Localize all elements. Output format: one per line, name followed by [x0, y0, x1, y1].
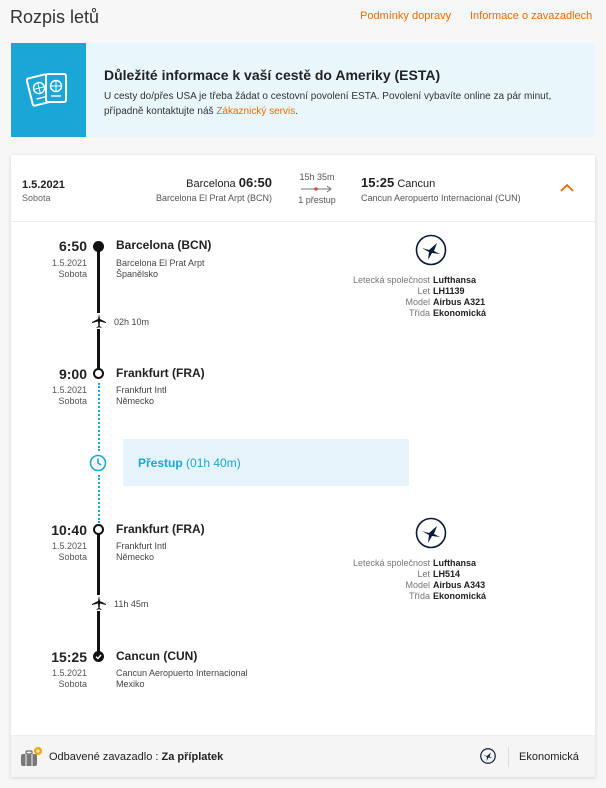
summary-stops: 1 přestup	[298, 195, 336, 205]
chevron-up-icon[interactable]	[560, 183, 574, 192]
departure-airport: Frankfurt Intl	[116, 541, 167, 551]
arrival-time: 9:00	[58, 366, 87, 382]
baggage-label: Odbavené zavazadlo :	[49, 751, 162, 763]
departure-city: Barcelona (BCN)	[116, 238, 212, 252]
value-model: Airbus A321	[433, 297, 486, 307]
arrival-time: 15:25	[51, 649, 87, 665]
departure-node	[93, 241, 104, 252]
departure-time: 6:50	[58, 238, 87, 254]
esta-banner	[11, 43, 595, 137]
departure-time: 10:40	[51, 522, 87, 538]
airline-logo	[415, 234, 447, 266]
arrival-city: Cancun (CUN)	[116, 649, 198, 663]
departure-day: Sobota	[58, 269, 87, 279]
label-class: Třída	[408, 308, 430, 318]
checkmark-icon	[93, 651, 104, 662]
summary-departure	[186, 175, 272, 190]
arrival-date: 1.5.2021	[51, 668, 87, 678]
flight-detail-values	[433, 558, 486, 602]
arrival-day: Sobota	[58, 679, 87, 689]
departure-airport: Barcelona El Prat Arpt	[116, 258, 205, 268]
summary-arr-airport: Cancun Aeropuerto Internacional (CUN)	[361, 193, 521, 203]
plane-icon	[91, 595, 107, 611]
label-airline: Letecká společnost	[352, 558, 430, 568]
esta-banner-side	[11, 43, 86, 137]
label-flight: Let	[417, 569, 430, 579]
flight-detail-labels	[311, 558, 430, 602]
value-class: Ekonomická	[433, 591, 487, 601]
arrival-airport: Cancun Aeropuerto Internacional	[116, 668, 248, 678]
transfer-label: Přestup	[138, 456, 183, 470]
departure-country: Německo	[116, 552, 155, 562]
flight-duration: 11h 45m	[114, 599, 149, 609]
label-model: Model	[405, 297, 430, 307]
arrow-right-icon	[300, 185, 334, 193]
timeline-segment-2	[97, 529, 100, 652]
timeline-segment-1	[97, 246, 100, 373]
arrival-airport: Frankfurt Intl	[116, 385, 167, 395]
plane-icon	[91, 313, 107, 329]
page-title: Rozpis letů	[10, 7, 100, 27]
summary-date: 1.5.2021	[22, 179, 65, 191]
summary-arr-time: 15:25	[361, 175, 395, 190]
transfer-duration: (01h 40m)	[186, 456, 241, 470]
transfer-line-top	[98, 383, 100, 451]
arrival-day: Sobota	[58, 396, 87, 406]
value-model: Airbus A343	[433, 580, 486, 590]
summary-arrival	[361, 175, 435, 190]
departure-city: Frankfurt (FRA)	[116, 522, 205, 536]
conditions-link[interactable]: Podmínky dopravy	[360, 10, 452, 22]
arrival-country: Německo	[116, 396, 155, 406]
flight-card	[11, 155, 595, 777]
passport-icon	[26, 70, 70, 110]
customer-service-link[interactable]: Zákaznický servis	[216, 106, 296, 117]
departure-day: Sobota	[58, 552, 87, 562]
footer-divider	[508, 747, 509, 767]
summary-arr-city: Cancun	[397, 178, 436, 190]
departure-date: 1.5.2021	[51, 258, 87, 268]
arrival-city: Frankfurt (FRA)	[116, 366, 205, 380]
flight-summary[interactable]	[11, 155, 595, 222]
label-class: Třída	[408, 591, 430, 601]
esta-text	[104, 89, 574, 119]
clock-icon	[89, 454, 107, 472]
departure-node	[93, 524, 104, 535]
flight-duration: 02h 10m	[114, 317, 150, 327]
summary-day: Sobota	[22, 193, 51, 203]
summary-dep-time: 06:50	[238, 175, 272, 190]
transfer-box	[123, 439, 409, 486]
summary-dep-city: Barcelona	[186, 178, 236, 190]
airline-logo	[415, 517, 447, 549]
arrival-country: Mexiko	[116, 679, 145, 689]
lufthansa-crane-icon	[480, 748, 496, 764]
lufthansa-crane-icon	[415, 234, 447, 266]
arrival-node	[93, 368, 104, 379]
flight-footer	[11, 735, 595, 777]
flight-detail-values	[433, 275, 486, 319]
value-flight: LH514	[433, 569, 461, 579]
value-airline: Lufthansa	[433, 275, 477, 285]
esta-text-body: U cesty do/přes USA je třeba žádat o cestovní povolení ESTA. Povolení vybavíte online za pár minut, případně kontaktujte náš	[104, 91, 552, 117]
suitcase-icon	[19, 746, 43, 768]
final-arrival-node	[93, 651, 104, 662]
label-airline: Letecká společnost	[352, 275, 430, 285]
value-flight: LH1139	[433, 286, 465, 296]
value-airline: Lufthansa	[433, 558, 477, 568]
label-model: Model	[405, 580, 430, 590]
transfer-line-bottom	[98, 475, 100, 523]
transfer-text	[138, 456, 241, 470]
esta-text-suffix: .	[295, 106, 298, 117]
arrival-date: 1.5.2021	[51, 385, 87, 395]
flight-detail-labels	[311, 275, 430, 319]
lufthansa-crane-icon	[415, 517, 447, 549]
baggage-info-link[interactable]: Informace o zavazadlech	[470, 10, 593, 22]
checked-baggage	[49, 751, 223, 763]
summary-dep-airport: Barcelona El Prat Arpt (BCN)	[155, 193, 272, 203]
label-flight: Let	[417, 286, 430, 296]
esta-title: Důležité informace k vaší cestě do Ameriky (ESTA)	[104, 67, 441, 83]
cabin-class: Ekonomická	[519, 751, 579, 763]
departure-date: 1.5.2021	[51, 541, 87, 551]
summary-duration: 15h 35m	[299, 172, 335, 182]
value-class: Ekonomická	[433, 308, 487, 318]
departure-country: Španělsko	[116, 269, 159, 279]
baggage-value: Za příplatek	[161, 751, 224, 763]
